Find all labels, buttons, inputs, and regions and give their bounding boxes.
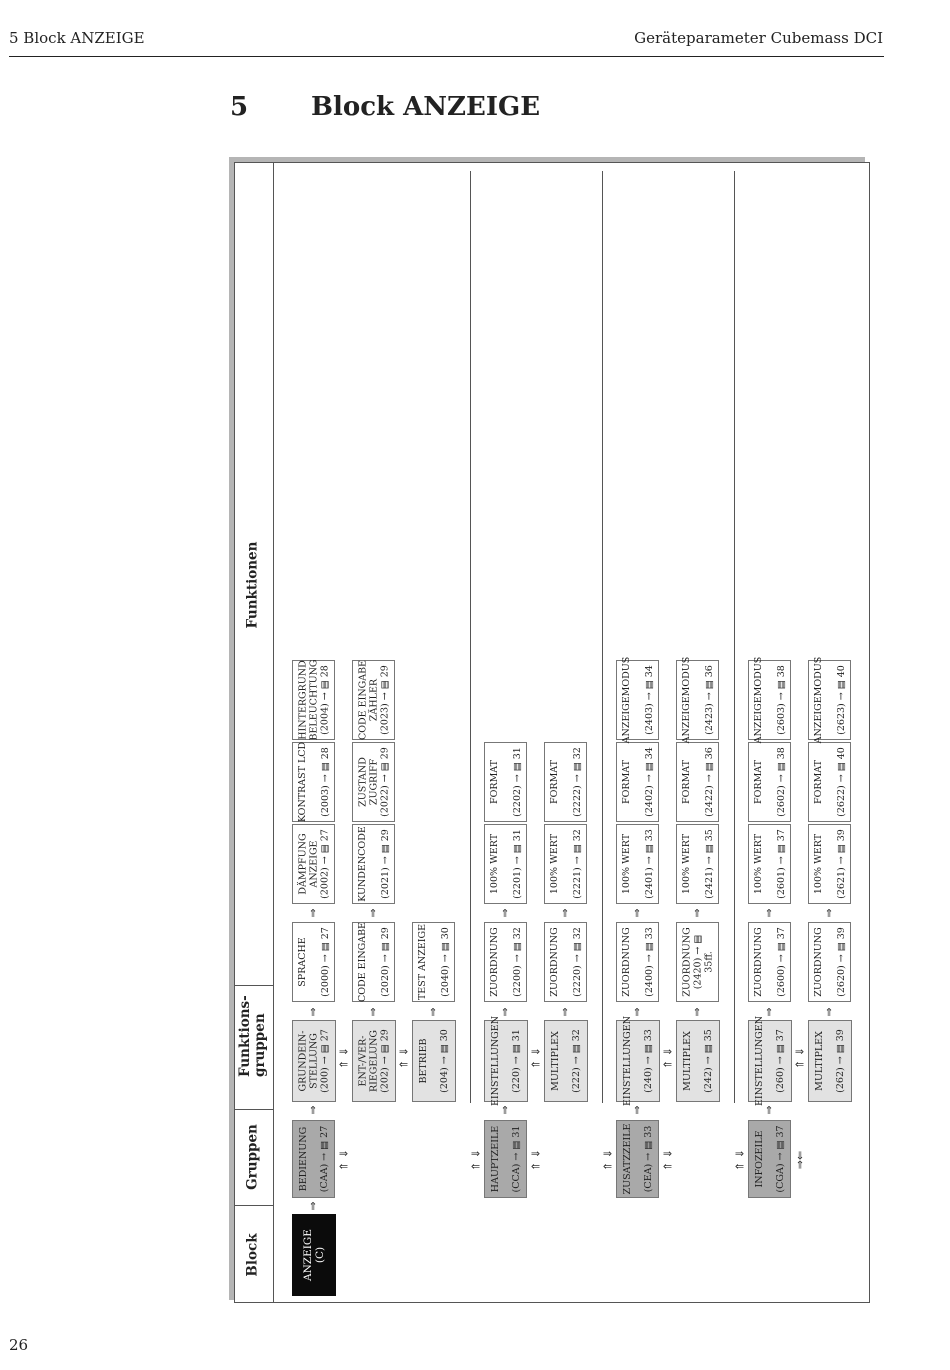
column-header-funktionsgruppen [237,995,268,1077]
function-ref: (2402) → ▤ 34 [643,747,655,817]
function-name: CODE EINGABE [357,660,368,740]
arrow-right-icon: ⇒ [690,1007,704,1017]
function-label [621,747,655,817]
fgroup-box-hauptzeile-einstellungen [484,1015,528,1107]
arrow-right-icon: ⇒ [558,908,572,918]
arrow-updown-icon: ⇑ ⇓ [793,1047,807,1069]
function-label [681,657,715,744]
function-name: FORMAT [620,760,632,804]
chapter-title: Block ANZEIGE [311,92,541,122]
fgroup-name: ENT-/VER- [357,1035,369,1087]
group-name: INFOZEILE [753,1130,765,1188]
function-ref: (2222) → ▤ 32 [571,747,583,817]
function-label [681,747,715,817]
arrow-right-icon: ⇒ [630,1007,644,1017]
function-box-2023 [352,660,395,740]
arrow-right-icon: ⇒ [366,908,380,918]
arrow-right-icon: ⇒ [306,1105,320,1115]
fgroup-ref: (202) → ▤ 29 [379,1029,391,1093]
fgroup-ref: (262) → ▤ 39 [835,1029,846,1093]
function-box-2040 [412,922,455,1002]
function-label [813,657,847,744]
function-ref: (2601) → ▤ 37 [775,829,787,899]
arrow-right-icon: ⇒ [630,908,644,918]
function-box-2422 [676,742,719,822]
function-box-2002 [292,824,335,904]
arrow-updown-icon: ⇑ ⇓ [601,1149,615,1171]
function-label [621,829,655,899]
group-box-label [298,1126,330,1193]
group-box-label [754,1125,786,1192]
function-box-2000 [292,922,335,1002]
fgroup-box-betrieb [412,1020,456,1102]
running-header-left: 5 Block ANZEIGE [9,29,145,47]
function-label [813,927,847,997]
function-ref: (2401) → ▤ 33 [643,829,655,899]
function-name: ZUORDNUNG [488,927,500,997]
fgroup-box-hauptzeile-multiplex [544,1020,588,1102]
fgroup-ref: (240) → ▤ 33 [643,1029,654,1093]
group-name: ZUSATZZEILE [621,1123,633,1195]
function-ref: (2423) → ▤ 36 [703,665,715,735]
function-box-2021 [352,824,395,904]
function-name: KUNDENCODE [356,826,368,902]
arrow-updown-icon: ⇑ ⇓ [529,1047,543,1069]
header-divider [235,985,273,986]
fgroup-name-2: STELLUNG [308,1033,320,1089]
header-separator [273,163,274,1302]
function-name: CODE EINGABE [356,922,368,1002]
function-ref: (2004) → ▤ 28 [319,665,330,735]
arrow-updown-icon: ⇑ ⇓ [337,1047,351,1069]
function-box-2222 [544,742,587,822]
group-box-label [490,1126,522,1193]
function-box-2401 [616,824,659,904]
function-ref: (2623) → ▤ 40 [835,665,847,735]
group-name: HAUPTZEILE [489,1125,501,1193]
function-ref: (2622) → ▤ 40 [835,747,847,817]
function-name: FORMAT [680,760,692,804]
arrow-updown-icon: ⇑ ⇓ [337,1149,351,1171]
function-ref: (2221) → ▤ 32 [571,829,583,899]
function-box-2202 [484,742,527,822]
group-box-hauptzeile [484,1120,527,1198]
arrow-right-icon: ⇒ [306,908,320,918]
arrow-right-icon: ⇒ [306,1201,320,1211]
fgroup-label [682,1029,714,1093]
arrow-right-icon: ⇒ [558,1007,572,1017]
arrow-right-icon: ⇒ [498,1007,512,1017]
function-name: ANZEIGEMODUS [812,656,824,744]
function-box-2603 [748,656,791,744]
block-code: (C) [314,1246,326,1264]
fgroup-name: GRUNDEIN- [297,1030,309,1092]
arrow-right-icon: ⇒ [366,1007,380,1017]
fgroup-ref: (242) → ▤ 35 [703,1029,714,1093]
function-ref: (2200) → ▤ 32 [511,927,523,997]
fgroup-name: MULTIPLEX [682,1031,693,1091]
function-name: KONTRAST LCD [296,741,308,823]
function-label [297,927,331,997]
function-label [297,660,330,741]
function-label [297,829,330,899]
function-name-2: BELEUCHTUNG [308,659,319,741]
function-box-2003 [292,742,335,822]
function-ref: (2003) → ▤ 28 [319,747,331,817]
function-label [489,927,523,997]
function-ref: (2422) → ▤ 36 [703,747,715,817]
group-box-infozeile [748,1120,791,1198]
group-ref: (CCA) → ▤ 31 [510,1125,522,1193]
fgroup-box-grundeinstellung [292,1020,336,1102]
function-ref: (2421) → ▤ 35 [703,829,715,899]
function-box-2622 [808,742,851,822]
fgroup-ref: (200) → ▤ 27 [319,1029,331,1093]
arrow-updown-icon: ⇑ ⇓ [529,1149,543,1171]
function-name: FORMAT [812,760,824,804]
function-ref: (2020) → ▤ 29 [379,927,391,997]
arrow-right-icon: ⇒ [690,908,704,918]
function-box-2423 [676,656,719,744]
function-box-2621 [808,824,851,904]
function-label [549,747,583,817]
fgroup-label [622,1016,654,1106]
function-name: FORMAT [488,760,500,804]
function-box-2403 [616,656,659,744]
block-name: ANZEIGE [302,1229,314,1281]
function-name: ZUORDNUNG [752,927,764,997]
group-name: BEDIENUNG [297,1126,309,1192]
function-box-2004 [292,660,335,740]
fgroup-label [358,1029,391,1093]
function-label [549,927,583,997]
function-name-2: (2420) → ▤ [692,934,703,990]
function-ref: (2400) → ▤ 33 [643,927,655,997]
function-box-2221 [544,824,587,904]
fgroup-name: MULTIPLEX [814,1031,825,1091]
arrow-right-icon: ⇒ [498,1105,512,1115]
function-ref: (2600) → ▤ 37 [775,927,787,997]
function-label [753,829,787,899]
function-label [357,826,391,902]
function-box-2400 [616,922,659,1002]
fgroup-box-verriegelung [352,1020,396,1102]
arrow-updown-icon: ⇑ ⇓ [469,1149,483,1171]
group-ref: (CAA) → ▤ 27 [318,1125,330,1193]
function-name: ANZEIGEMODUS [680,656,692,744]
group-ref: (CEA) → ▤ 33 [642,1125,654,1193]
function-name: ZUSTAND [357,757,368,807]
function-box-2620 [808,922,851,1002]
arrow-right-icon: ⇒ [498,908,512,918]
function-label [621,657,655,744]
fgroup-name: BETRIEB [418,1038,429,1084]
function-ref: 35ff. [703,951,714,973]
function-label [813,829,847,899]
fgroup-label [418,1029,450,1093]
arrow-right-icon: ⇒ [306,1007,320,1017]
function-label [417,924,451,1000]
function-name: 100% WERT [488,833,500,895]
function-ref: (2021) → ▤ 29 [379,829,391,899]
column-header-gruppen: Gruppen [244,1124,261,1190]
arrow-right-icon: ⇒ [822,908,836,918]
function-ref: (2602) → ▤ 38 [775,747,787,817]
group-box-label [622,1124,654,1195]
group-separator [734,171,735,1103]
fgroup-label [754,1016,786,1106]
arrow-right-icon: ⇒ [630,1105,644,1115]
function-name-2: ZUGRIFF [368,758,379,806]
function-ref: (2202) → ▤ 31 [511,747,523,817]
function-label [681,927,714,996]
function-ref: (2621) → ▤ 39 [835,829,847,899]
function-box-2421 [676,824,719,904]
arrow-right-icon: ⇒ [762,1007,776,1017]
function-label [813,747,847,817]
fgroup-box-zusatzzeile-einstellungen [616,1015,660,1107]
arrow-right-icon: ⇒ [426,1007,440,1017]
column-header-funktionen: Funktionen [244,541,261,629]
function-label [753,927,787,997]
function-label [489,829,523,899]
fgroup-label [490,1016,522,1106]
fgroup-name: EINSTELLUNGEN [622,1015,633,1107]
fgroup-name: EINSTELLUNGEN [754,1015,765,1107]
function-box-2420 [676,922,719,1002]
function-ref: (2220) → ▤ 32 [571,927,583,997]
fgroup-ref: (220) → ▤ 31 [511,1029,522,1093]
function-ref: (2403) → ▤ 34 [643,665,655,735]
function-box-2200 [484,922,527,1002]
fgroup-box-infozeile-multiplex [808,1020,852,1102]
fgroup-ref: (260) → ▤ 37 [775,1029,786,1093]
function-name-2: ANZEIGE [308,840,319,888]
fgroup-name: EINSTELLUNGEN [490,1015,501,1107]
function-name: 100% WERT [752,833,764,895]
function-name: ZUORDNUNG [681,927,692,997]
header-divider [235,1205,273,1206]
function-ref: (2022) → ▤ 29 [379,747,390,817]
function-label [297,742,331,822]
function-box-2022 [352,742,395,822]
function-name: ANZEIGEMODUS [620,656,632,744]
function-label [489,747,523,817]
function-name: SPRACHE [296,937,308,987]
function-name: ZUORDNUNG [620,927,632,997]
function-label [357,747,390,817]
function-name: 100% WERT [680,833,692,895]
arrow-right-icon: ⇒ [762,1105,776,1115]
function-box-2601 [748,824,791,904]
fgroup-box-zusatzzeile-multiplex [676,1020,720,1102]
function-box-2020 [352,922,395,1002]
chapter-number: 5 [230,92,249,122]
function-name: 100% WERT [620,833,632,895]
function-label [549,829,583,899]
function-name: ZUORDNUNG [812,927,824,997]
function-label [681,829,715,899]
arrow-right-icon: ⇒ [762,908,776,918]
fgroup-label [550,1029,582,1093]
column-header-funktionsgruppen-text: Funktions- gruppen [237,995,268,1077]
group-ref: (CGA) → ▤ 37 [774,1125,786,1193]
function-ref: (2040) → ▤ 30 [439,927,451,997]
block-box-label [302,1229,326,1281]
running-header-right: Geräteparameter Cubemass DCI [634,29,883,47]
function-box-2623 [808,656,851,744]
function-name: ZUORDNUNG [548,927,560,997]
function-ref: (2002) → ▤ 27 [319,829,330,899]
group-separator [470,171,471,1103]
arrow-loop-icon: ⇒⇐ [793,1150,807,1170]
function-box-2600 [748,922,791,1002]
function-ref: (2023) → ▤ 29 [379,665,390,735]
fgroup-ref: (204) → ▤ 30 [439,1029,450,1093]
function-box-2602 [748,742,791,822]
function-name-2: ZÄHLER [368,678,379,722]
fgroup-name-2: RIEGELUNG [368,1029,380,1093]
arrow-updown-icon: ⇑ ⇓ [733,1149,747,1171]
function-ref: (2603) → ▤ 38 [775,665,787,735]
function-name: FORMAT [752,760,764,804]
function-ref: (2620) → ▤ 39 [835,927,847,997]
arrow-updown-icon: ⇑ ⇓ [661,1149,675,1171]
function-name: TEST ANZEIGE [416,923,428,1001]
header-divider [235,1109,273,1110]
header-rule [9,56,884,57]
arrow-updown-icon: ⇑ ⇓ [397,1047,411,1069]
function-label [357,660,390,740]
function-name: HINTERGRUND [297,660,308,740]
function-name: DÄMPFUNG [297,833,308,895]
group-box-bedienung [292,1120,335,1198]
function-label [621,927,655,997]
arrow-updown-icon: ⇑ ⇓ [661,1047,675,1069]
function-box-2201 [484,824,527,904]
function-name: ANZEIGEMODUS [752,656,764,744]
fgroup-label [298,1029,331,1093]
function-box-2402 [616,742,659,822]
group-separator [602,171,603,1103]
function-name: 100% WERT [812,833,824,895]
function-ref: (2201) → ▤ 31 [511,829,523,899]
function-box-2220 [544,922,587,1002]
function-name: 100% WERT [548,833,560,895]
fgroup-name: MULTIPLEX [550,1031,561,1091]
column-header-block: Block [244,1233,261,1277]
arrow-right-icon: ⇒ [822,1007,836,1017]
block-box-anzeige [292,1214,336,1296]
function-label [357,922,391,1002]
fgroup-box-infozeile-einstellungen [748,1015,792,1107]
fgroup-ref: (222) → ▤ 32 [571,1029,582,1093]
page-number: 26 [9,1336,29,1354]
function-label [753,747,787,817]
function-name: FORMAT [548,760,560,804]
function-label [753,657,787,744]
function-ref: (2000) → ▤ 27 [319,927,331,997]
fgroup-label [814,1029,846,1093]
group-box-zusatzzeile [616,1120,659,1198]
